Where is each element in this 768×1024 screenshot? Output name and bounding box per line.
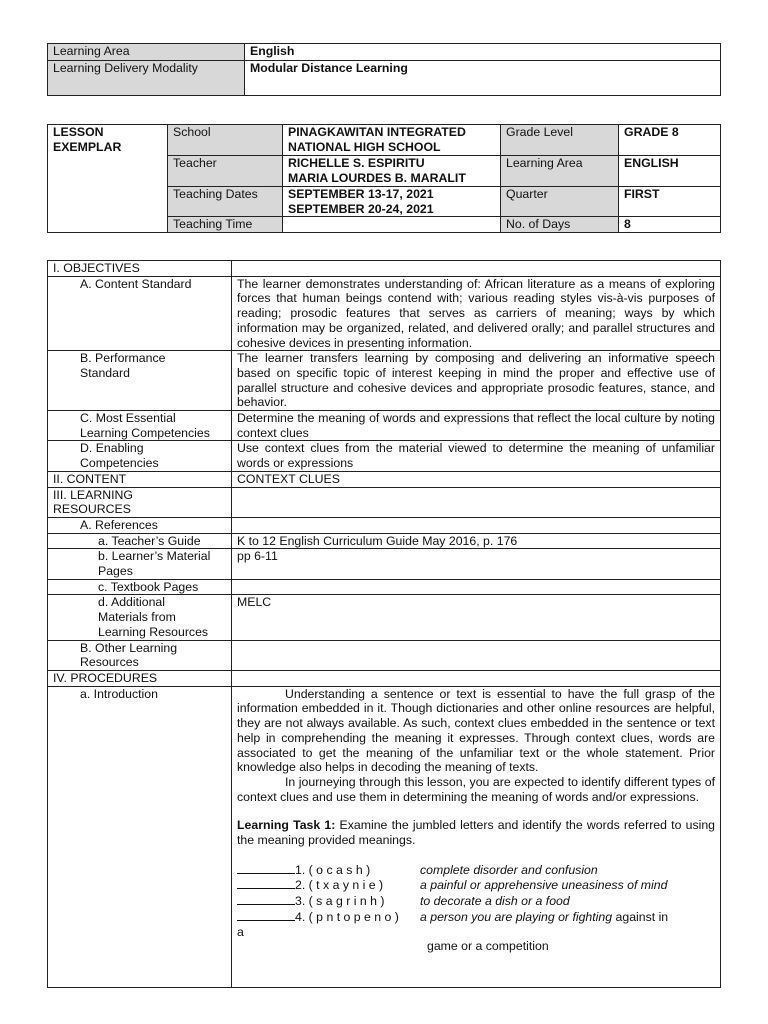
other-label-line-1: B. Other Learning [80,640,178,655]
content-standard-text: The learner demonstrates understanding of: African literature as a means of exploring forces that human beings contend with; various reading styles vis-à-vis purposes of reading; prosodic features that serves as carriers of meaning; ways by which information may be organized, related, and delivered orally; and parallel structures and cohesive devices in presenting information. [232,276,721,351]
answer-blank [237,893,295,905]
school-value-line-2: NATIONAL HIGH SCHOOL [288,139,441,154]
item-jumbled: 1. ( o c a s h ) [295,862,371,877]
item-jumbled: 3. ( s a g r i n h ) [295,894,385,909]
time-label: Teaching Time [168,217,283,233]
learning-task-1 [237,818,715,847]
teachers-guide-text: K to 12 English Curriculum Guide May 2016, p. 176 [232,533,721,549]
dates-value-line-2: SEPTEMBER 20-24, 2021 [288,201,434,216]
dates-value [283,187,501,217]
item-meaning: a person you are playing or fighting [420,909,613,924]
item-meaning: to decorate a dish or a food [420,894,570,909]
melc-label-line-2: Learning Competencies [80,425,210,440]
content-heading: II. CONTENT [48,471,232,487]
days-label: No. of Days [501,217,619,233]
other-resources-label [48,640,232,670]
learning-area-label: Learning Area [48,44,245,61]
school-label: School [168,125,283,156]
performance-standard-label [48,351,232,411]
other-label-line-2: Resources [80,655,139,670]
task-instructions: Examine the jumbled letters and identify the words referred to using the meaning provided meanings. [237,818,715,848]
teacher-value-line-2: MARIA LOURDES B. MARALIT [288,170,466,185]
school-value [283,125,501,156]
title-line-2: EXEMPLAR [53,139,122,154]
lm-label-line-1: b. Learner’s Material [98,549,211,564]
task-item-4 [237,909,715,925]
additional-materials-label [48,595,232,640]
melc-text: Determine the meaning of words and expressions that reflect the local culture by noting context clues [232,411,721,441]
answer-blank [237,862,295,874]
enabling-text: Use context clues from the material viewed to determine the meaning of unfamiliar words or expressions [232,441,721,471]
title-line-1: LESSON [53,125,104,139]
item-meaning-plain: against in [612,909,669,924]
answer-blank [237,877,295,889]
grade-value: GRADE 8 [619,125,721,156]
learners-material-text: pp 6-11 [232,549,721,579]
area-value: ENGLISH [619,156,721,187]
lm-label-line-2: Pages [98,564,133,579]
task-item-3 [237,893,715,909]
resources-heading [48,487,232,517]
melc-label-line-1: C. Most Essential [80,411,176,426]
modality-label: Learning Delivery Modality [48,61,245,96]
learners-material-label [48,549,232,579]
task-item-4-last: game or a competition [427,939,549,954]
teacher-value [283,156,501,187]
intro-paragraph-1: Understanding a sentence or text is essential to have the full grasp of the information embedded in it. Though dictionaries and other online resources are helpful, they are not always available. As such, context clues embedded in the sentence or text help in comprehending the meaning it expresses. Through context clues, words are associated to get the meaning of the unfamiliar text or the whole statement. Prior knowledge also helps in decoding the meaning of texts. [237,686,715,775]
item-jumbled: 2. ( t x a y n i e ) [295,878,384,893]
task-item-4-wrap: a [237,924,244,939]
performance-label-line-2: Standard [80,365,130,380]
performance-label-line-1: B. Performance [80,351,166,366]
objectives-heading: I. OBJECTIVES [48,261,232,277]
teachers-guide-label: a. Teacher’s Guide [48,533,232,549]
lesson-exemplar-title [48,125,168,233]
procedures-heading: IV. PROCEDURES [48,670,232,686]
resources-heading-line-1: III. LEARNING [53,487,133,502]
enabling-label-line-1: D. Enabling [80,441,144,456]
melc-label [48,411,232,441]
header-table [47,43,721,96]
resources-heading-line-2: RESOURCES [53,502,131,517]
learning-area-value: English [245,44,721,61]
answer-blank [237,909,295,921]
textbook-pages-label: c. Textbook Pages [48,579,232,595]
additional-materials-text: MELC [232,595,721,640]
school-value-line-1: PINAGKAWITAN INTEGRATED [288,125,466,139]
enabling-label-line-2: Competencies [80,456,159,471]
task-item-1 [237,862,715,878]
modality-value: Modular Distance Learning [245,61,721,96]
task-title: Learning Task 1: [237,818,336,833]
days-value: 8 [619,217,721,233]
lesson-plan-table [47,260,721,988]
time-value [283,217,501,233]
item-meaning: complete disorder and confusion [420,862,598,877]
intro-paragraph-2: In journeying through this lesson, you are expected to identify different types of context clues and use them in determining the meaning of words and/or expressions. [237,774,715,804]
content-text: CONTEXT CLUES [232,471,721,487]
textbook-pages-text [232,579,721,595]
references-label: A. References [48,517,232,533]
introduction-label: a. Introduction [48,686,232,987]
item-jumbled: 4. ( p n t o p e n o ) [295,909,399,924]
content-standard-label: A. Content Standard [48,276,232,351]
enabling-label [48,441,232,471]
teacher-value-line-1: RICHELLE S. ESPIRITU [288,156,425,170]
add-label-line-1: d. Additional [98,595,166,610]
lesson-info-table [47,124,721,233]
performance-standard-text: The learner transfers learning by composing and delivering an informative speech based on specific topic of interest keeping in mind the proper and effective use of parallel structure and cohesive devices and appropriate prosodic features, stance, and behavior. [232,351,721,411]
grade-label: Grade Level [501,125,619,156]
item-meaning: a painful or apprehensive uneasiness of mind [420,878,668,893]
quarter-label: Quarter [501,187,619,217]
dates-value-line-1: SEPTEMBER 13-17, 2021 [288,187,434,201]
introduction-content [232,686,721,987]
quarter-value: FIRST [619,187,721,217]
dates-label: Teaching Dates [168,187,283,217]
add-label-line-3: Learning Resources [98,624,209,639]
area-label: Learning Area [501,156,619,187]
add-label-line-2: Materials from [98,610,176,625]
teacher-label: Teacher [168,156,283,187]
task-item-2 [237,877,715,893]
